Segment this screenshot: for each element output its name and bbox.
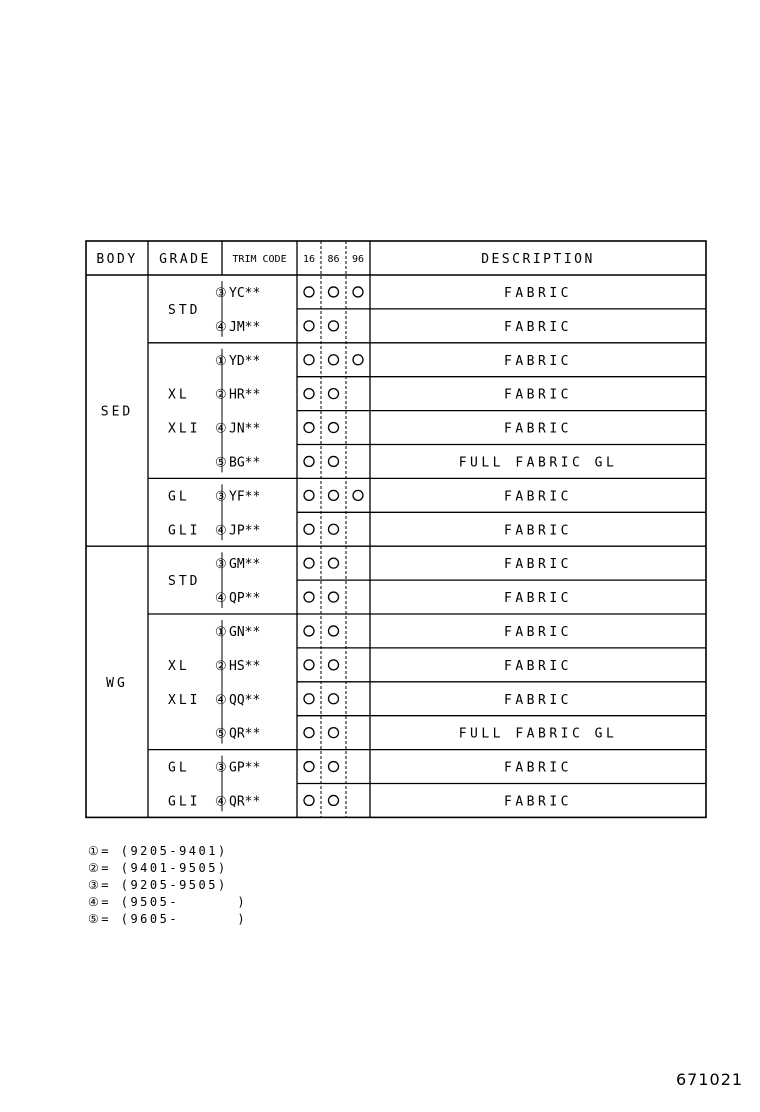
row-description: FABRIC [504, 591, 572, 607]
grade-label: STD [168, 302, 201, 318]
header-body: BODY [96, 252, 138, 267]
availability-mark [329, 558, 339, 568]
availability-mark [329, 490, 339, 500]
legend-text: = (9205-9401) [101, 844, 228, 858]
legend-symbol: ① [88, 844, 102, 858]
availability-mark [329, 728, 339, 738]
header-trim-code: TRIM CODE [232, 254, 287, 265]
grade-label: XL [168, 387, 190, 403]
availability-mark [353, 490, 363, 500]
availability-mark [353, 355, 363, 365]
availability-mark [353, 287, 363, 297]
header-col-16: 16 [302, 254, 316, 265]
availability-mark [329, 626, 339, 636]
grade-label: GL [168, 760, 190, 776]
availability-mark [304, 423, 314, 433]
availability-mark [304, 795, 314, 805]
legend-item [88, 911, 247, 928]
legend-item [88, 877, 247, 894]
trim-note-marker: ② [215, 658, 227, 674]
availability-mark [304, 762, 314, 772]
row-description: FABRIC [504, 319, 572, 335]
trim-code: GN** [229, 624, 261, 640]
availability-mark [304, 287, 314, 297]
availability-mark [304, 490, 314, 500]
trim-note-marker: ④ [215, 591, 227, 607]
grade-label: XLI [168, 421, 201, 437]
availability-mark [304, 592, 314, 602]
legend-text: = (9605- ) [101, 912, 248, 926]
legend-symbol: ④ [88, 895, 102, 909]
trim-note-marker: ③ [215, 489, 227, 505]
legend-text: = (9505- ) [101, 895, 248, 909]
availability-mark [304, 524, 314, 534]
trim-note-marker: ⑤ [215, 726, 227, 742]
row-description: FULL FABRIC GL [458, 726, 618, 742]
legend-text: = (9401-9505) [101, 861, 228, 875]
header-description: DESCRIPTION [481, 252, 595, 267]
availability-mark [329, 660, 339, 670]
legend [88, 843, 247, 928]
row-description: FABRIC [504, 624, 572, 640]
availability-mark [329, 762, 339, 772]
trim-code: JP** [229, 523, 261, 539]
trim-note-marker: ⑤ [215, 455, 227, 471]
row-description: FABRIC [504, 421, 572, 437]
grade-label: GLI [168, 794, 201, 810]
availability-mark [329, 389, 339, 399]
trim-code: HR** [229, 387, 261, 403]
availability-mark [329, 524, 339, 534]
grade-label: XLI [168, 692, 201, 708]
trim-code: QQ** [229, 692, 261, 708]
trim-note-marker: ③ [215, 557, 227, 573]
availability-mark [304, 355, 314, 365]
availability-mark [329, 355, 339, 365]
availability-mark [329, 795, 339, 805]
trim-note-marker: ① [215, 624, 227, 640]
trim-code: BG** [229, 455, 261, 471]
availability-mark [329, 287, 339, 297]
body-label: WG [106, 675, 128, 691]
availability-mark [329, 456, 339, 466]
row-description: FULL FABRIC GL [458, 455, 618, 471]
trim-note-marker: ④ [215, 319, 227, 335]
trim-note-marker: ③ [215, 285, 227, 301]
row-description: FABRIC [504, 285, 572, 301]
grade-label: STD [168, 574, 201, 590]
row-description: FABRIC [504, 489, 572, 505]
row-description: FABRIC [504, 353, 572, 369]
trim-note-marker: ③ [215, 760, 227, 776]
legend-text: = (9205-9505) [101, 878, 228, 892]
header-col-96: 96 [351, 254, 365, 265]
grade-label: GL [168, 489, 190, 505]
row-description: FABRIC [504, 523, 572, 539]
trim-note-marker: ① [215, 353, 227, 369]
availability-mark [329, 321, 339, 331]
legend-item [88, 843, 247, 860]
availability-mark [329, 592, 339, 602]
legend-symbol: ③ [88, 878, 102, 892]
trim-note-marker: ④ [215, 692, 227, 708]
legend-item [88, 894, 247, 911]
availability-mark [304, 558, 314, 568]
availability-mark [304, 389, 314, 399]
availability-mark [304, 660, 314, 670]
trim-code: YF** [229, 489, 261, 505]
availability-mark [304, 626, 314, 636]
row-description: FABRIC [504, 692, 572, 708]
availability-mark [329, 423, 339, 433]
row-description: FABRIC [504, 557, 572, 573]
trim-code: GP** [229, 760, 261, 776]
grade-label: XL [168, 658, 190, 674]
availability-mark [304, 694, 314, 704]
availability-mark [329, 694, 339, 704]
trim-code: JM** [229, 319, 261, 335]
trim-code: HS** [229, 658, 261, 674]
availability-mark [304, 321, 314, 331]
trim-note-marker: ④ [215, 523, 227, 539]
trim-note-marker: ② [215, 387, 227, 403]
availability-mark [304, 456, 314, 466]
trim-code: QR** [229, 794, 261, 810]
row-description: FABRIC [504, 658, 572, 674]
legend-symbol: ⑤ [88, 912, 102, 926]
trim-note-marker: ④ [215, 794, 227, 810]
header-grade: GRADE [159, 252, 211, 267]
trim-code: JN** [229, 421, 261, 437]
trim-code: QP** [229, 591, 261, 607]
availability-mark [304, 728, 314, 738]
page-number: 671021 [676, 1070, 744, 1089]
legend-symbol: ② [88, 861, 102, 875]
trim-code: QR** [229, 726, 261, 742]
trim-code: GM** [229, 557, 261, 573]
header-col-86: 86 [327, 254, 340, 265]
row-description: FABRIC [504, 387, 572, 403]
legend-item [88, 860, 247, 877]
trim-note-marker: ④ [215, 421, 227, 437]
grade-label: GLI [168, 523, 201, 539]
body-label: SED [100, 404, 134, 420]
trim-code: YD** [229, 353, 261, 369]
row-description: FABRIC [504, 760, 572, 776]
trim-code: YC** [229, 285, 261, 301]
row-description: FABRIC [504, 794, 572, 810]
